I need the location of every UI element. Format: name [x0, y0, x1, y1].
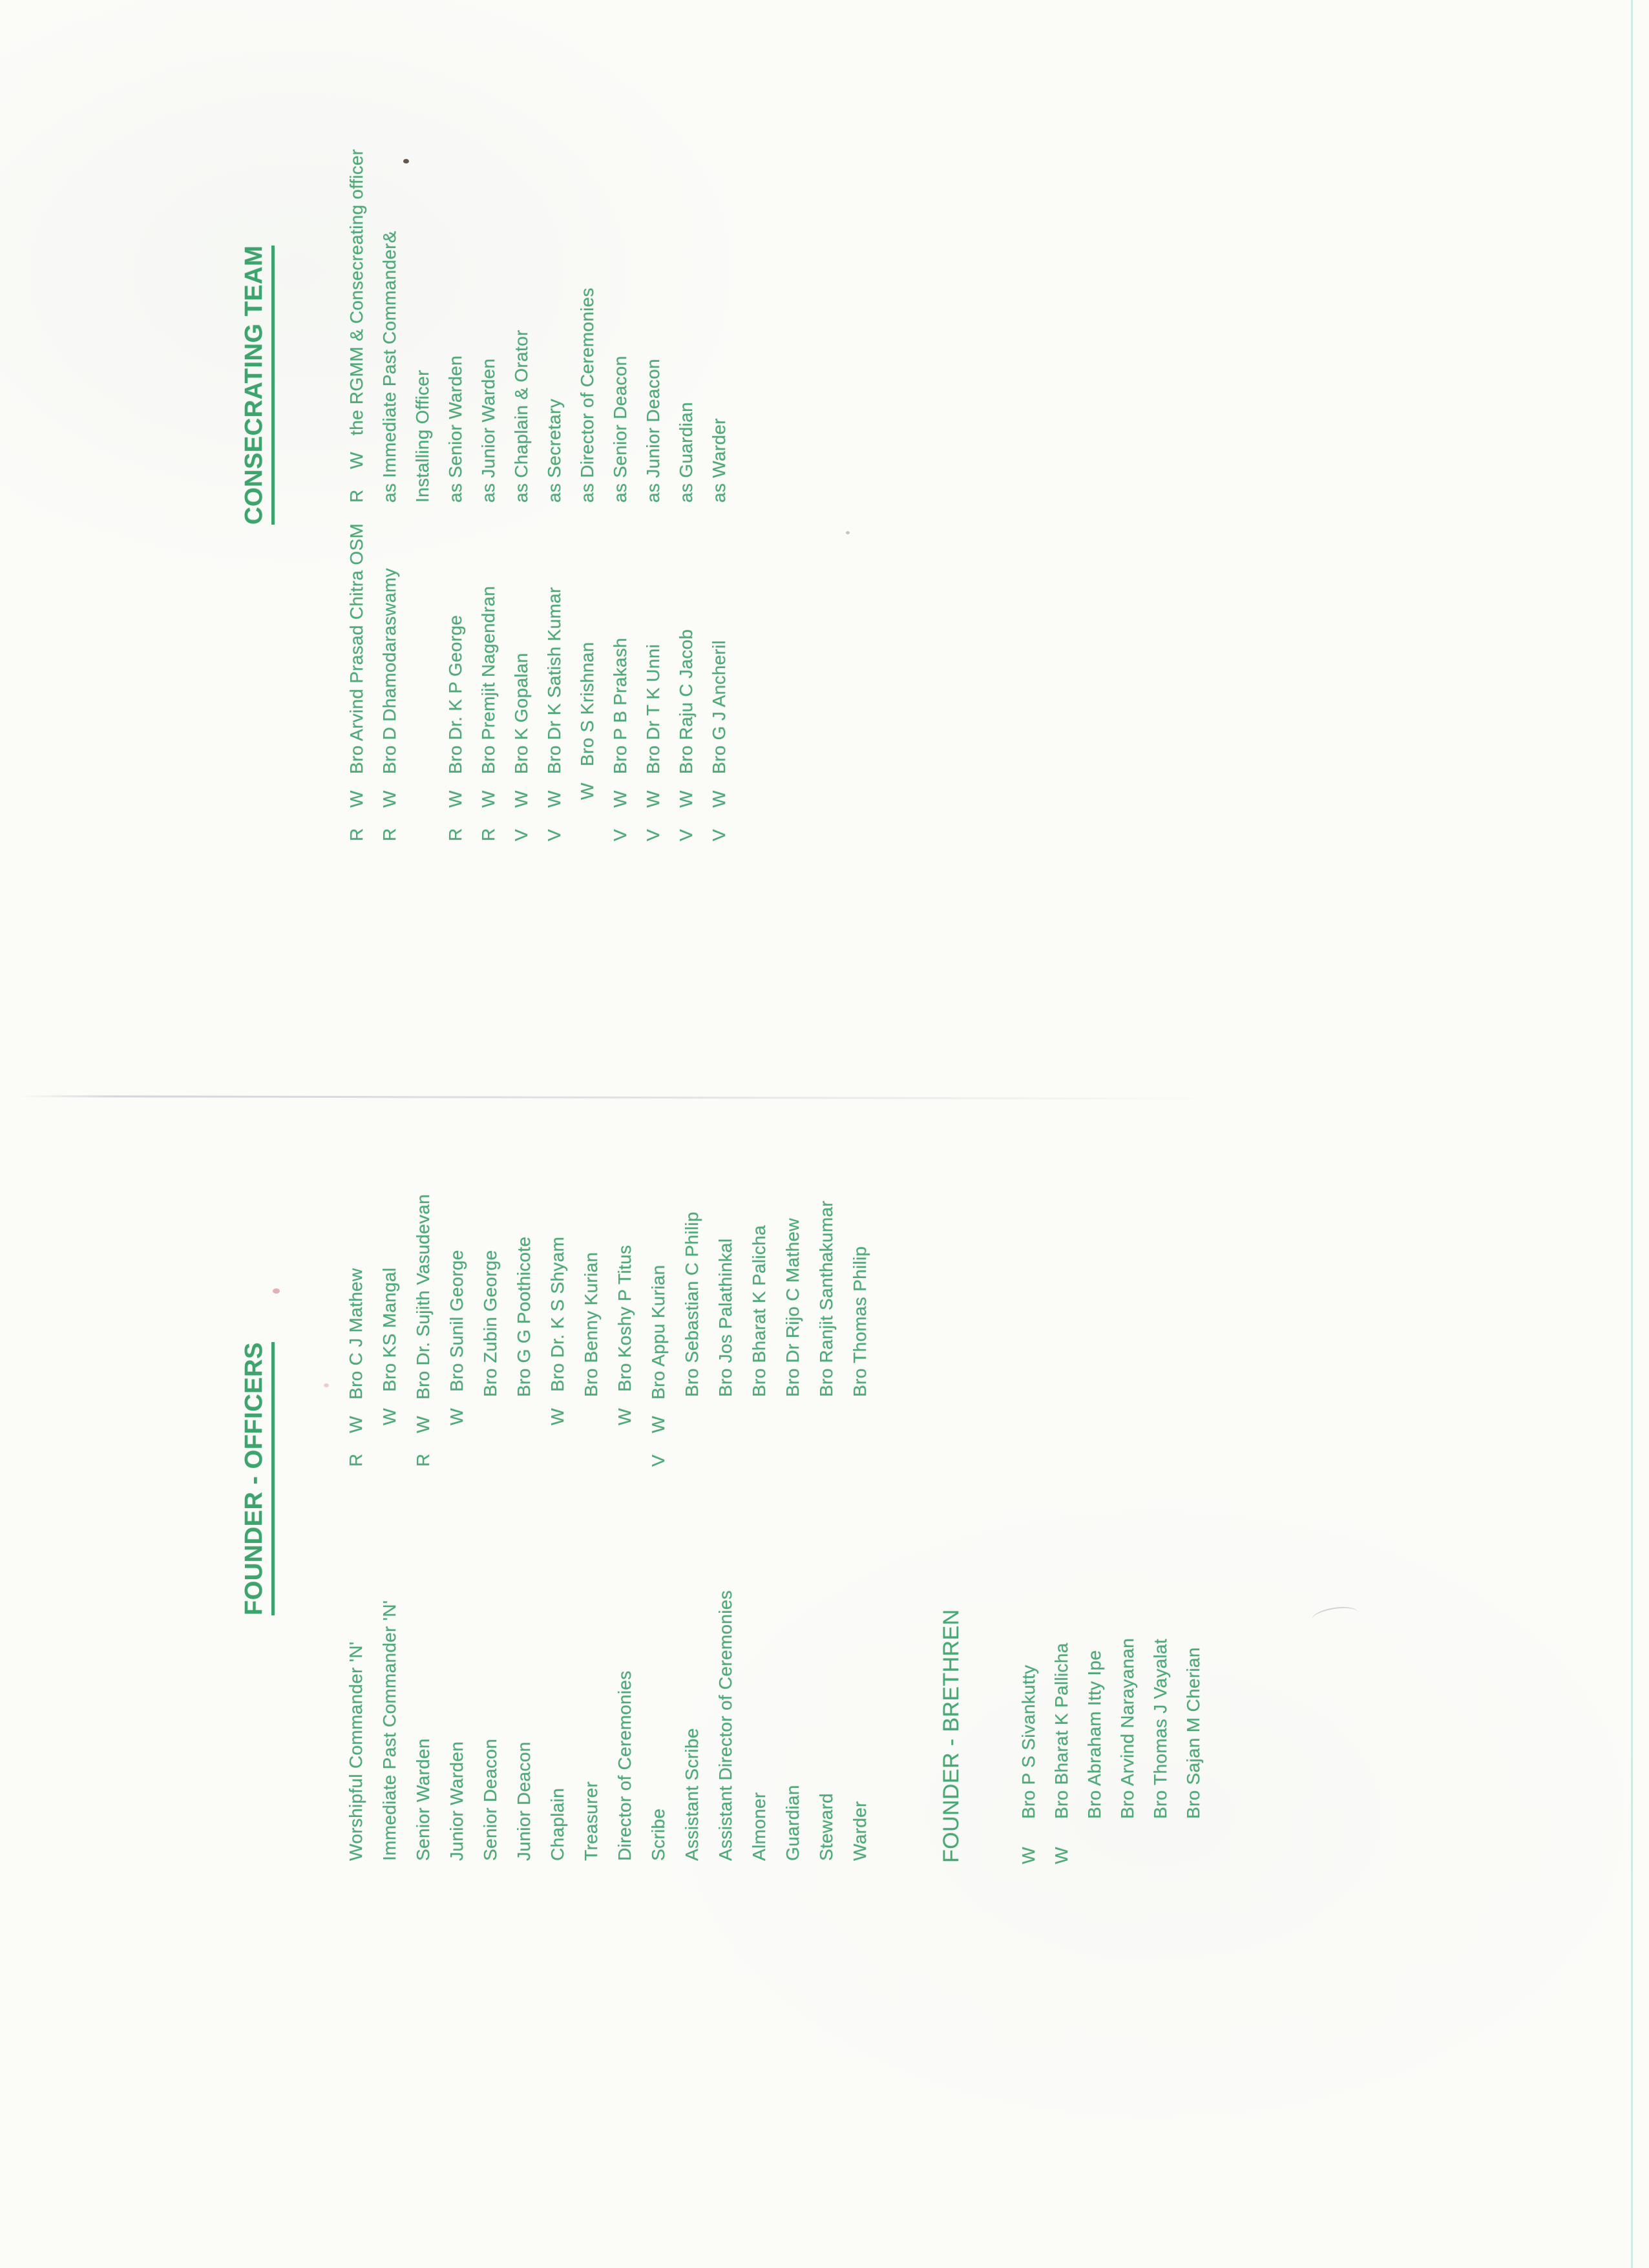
role-cell: Warder	[850, 1801, 870, 1861]
role-cell: Steward	[816, 1793, 836, 1861]
name-cell: VWBro K Gopalan	[511, 653, 531, 841]
role-cell: as Junior Warden	[478, 358, 498, 503]
name-cell: Bro Benny Kurian	[581, 1252, 601, 1397]
name-cell: Bro Sebastian C Philip	[682, 1212, 702, 1397]
role-cell: as Junior Deacon	[643, 359, 663, 503]
ink-speck	[403, 159, 409, 163]
section-title-text: FOUNDER - OFFICERS	[240, 1342, 268, 1615]
role-cell: Almoner	[749, 1792, 769, 1861]
role-cell: Installing Officer	[412, 370, 432, 503]
name-cell: Bro Abraham Itty Ipe	[1084, 1650, 1104, 1819]
name-cell: RWBro C J Mathew	[346, 1268, 366, 1467]
name-cell: WBro Dr. K S Shyam	[547, 1236, 567, 1425]
role-cell: Worshipful Commander 'N'	[346, 1641, 366, 1861]
role-cell: as Senior Deacon	[610, 355, 630, 503]
name-cell: VWBro P B Prakash	[610, 638, 630, 841]
name-cell: Bro Thomas Philip	[850, 1246, 870, 1397]
name-cell: WBro Bharat K Pallicha	[1051, 1643, 1071, 1864]
name-cell: RWBro Dr. Sujith Vasudevan	[413, 1194, 433, 1467]
name-cell: Bro Arvind Narayanan	[1117, 1638, 1137, 1819]
name-cell: Bro Thomas J Vayalat	[1150, 1639, 1170, 1819]
name-cell: Bro Dr Rijo C Mathew	[782, 1218, 803, 1397]
role-cell: as Immediate Past Commander&	[379, 231, 399, 503]
red-speck	[273, 1288, 280, 1294]
role-cell: RWthe RGMM & Consecreating officer	[346, 149, 366, 503]
name-cell: VWBro G J Ancheril	[709, 640, 729, 841]
role-cell: Director of Ceremonies	[614, 1670, 635, 1861]
role-cell: as Senior Warden	[445, 355, 465, 503]
role-cell: as Guardian	[676, 402, 696, 503]
role-cell: Senior Deacon	[480, 1738, 500, 1861]
role-cell: Scribe	[648, 1808, 668, 1861]
gray-speck	[846, 531, 850, 534]
name-cell: RWBro Arvind Prasad Chitra OSM	[346, 523, 366, 841]
red-speck	[324, 1383, 329, 1387]
role-cell: Senior Warden	[413, 1738, 433, 1861]
name-cell: WBro P S Sivankutty	[1018, 1664, 1038, 1864]
name-cell: RWBro Premjit Nagendran	[478, 585, 498, 841]
name-cell: WBro Sunil George	[446, 1250, 467, 1425]
pencil-squiggle-mark	[1310, 1604, 1359, 1628]
name-cell: Bro Zubin George	[480, 1250, 500, 1397]
name-cell: RWBro D Dhamodaraswamy	[379, 568, 399, 841]
role-cell: Junior Deacon	[514, 1741, 534, 1861]
role-cell: Assistant Director of Ceremonies	[715, 1590, 735, 1861]
name-cell: Bro Jos Palathinkal	[715, 1238, 735, 1397]
role-cell: Junior Warden	[446, 1741, 467, 1861]
role-cell: Immediate Past Commander 'N'	[379, 1600, 399, 1861]
role-cell: Chaplain	[547, 1788, 567, 1861]
name-cell: WBro Koshy P Titus	[614, 1244, 635, 1425]
section-title	[240, 1342, 275, 1615]
name-cell: VWBro Dr K Satish Kumar	[544, 587, 564, 841]
role-cell: as Secretary	[544, 399, 564, 503]
name-cell: VWBro Raju C Jacob	[676, 629, 696, 841]
fold-crease-line	[18, 1095, 1226, 1100]
section-title	[240, 246, 275, 525]
scanner-streak-line	[1631, 0, 1633, 2268]
section-title-text: CONSECRATING TEAM	[240, 245, 268, 525]
name-cell: RWBro Dr. K P George	[445, 614, 465, 841]
name-cell: WBro KS Mangal	[379, 1267, 399, 1425]
role-cell: as Chaplain & Orator	[511, 330, 531, 503]
role-cell: as Warder	[709, 418, 729, 503]
role-cell: Treasurer	[581, 1781, 601, 1861]
name-cell: Bro Ranjit Santhakumar	[816, 1201, 836, 1397]
section-title-text: FOUNDER - BRETHREN	[939, 1609, 963, 1863]
name-cell: VWBro Appu Kurian	[648, 1265, 668, 1467]
name-cell: Bro G G Poothicote	[514, 1236, 534, 1397]
section-title	[938, 1609, 964, 1863]
role-cell: Guardian	[782, 1785, 803, 1861]
name-cell: Bro Bharat K Palicha	[749, 1225, 769, 1397]
name-cell: VWBro Dr T K Unni	[643, 644, 663, 841]
name-cell: WBro S Krishnan	[577, 642, 597, 800]
role-cell: Assistant Scribe	[682, 1728, 702, 1861]
role-cell: as Director of Ceremonies	[577, 288, 597, 503]
name-cell: Bro Sajan M Cherian	[1183, 1647, 1203, 1819]
